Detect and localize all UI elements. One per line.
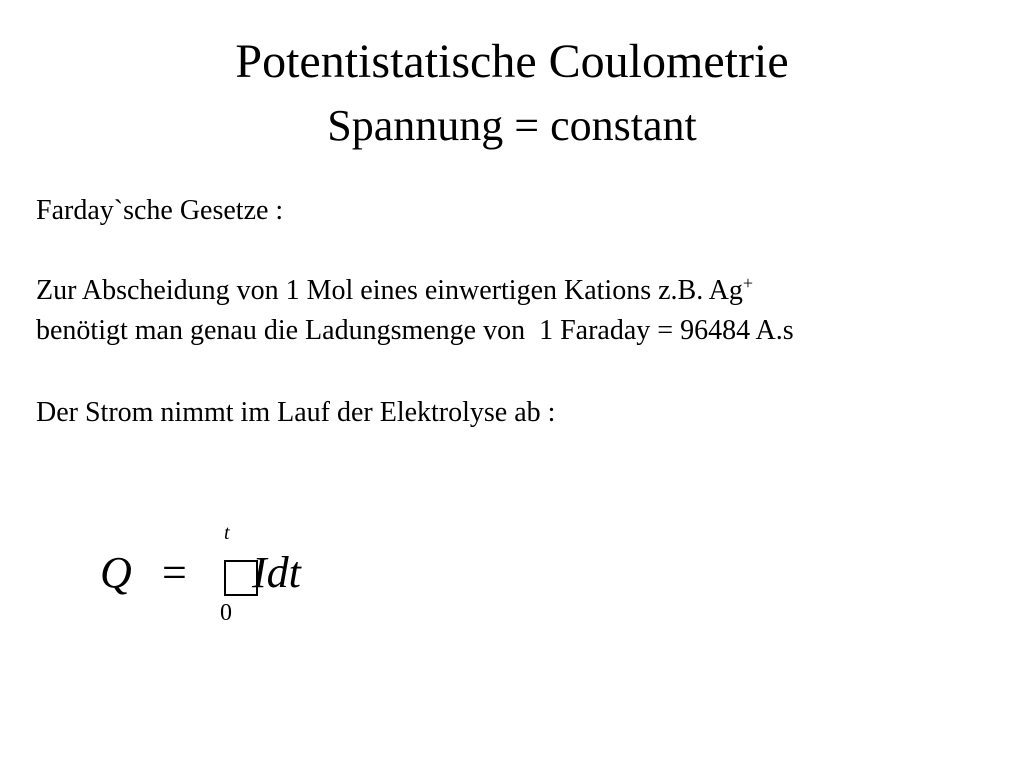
formula-lhs: Q — [100, 548, 132, 597]
body-line-2: benötigt man genau die Ladungsmenge von 1 Faraday = 96484 A.s — [36, 315, 794, 346]
integral-upper-limit: t — [224, 522, 230, 544]
slide-subtitle: Spannung = constant — [327, 101, 697, 150]
formula-equals: = — [162, 548, 187, 597]
integral-lower-limit: 0 — [220, 600, 232, 626]
section-heading: Farday`sche Gesetze : — [36, 195, 284, 226]
body-line-3: Der Strom nimmt im Lauf der Elektrolyse ab : — [36, 397, 556, 428]
slide-title: Potentistatische Coulometrie — [235, 35, 789, 88]
body-line-1 — [36, 272, 753, 310]
integral-symbol-icon — [224, 560, 258, 596]
body-line-1-text: Zur Abscheidung von 1 Mol eines einwertigen Kations z.B. Ag — [36, 275, 743, 306]
formula-integrand: Idt — [252, 548, 301, 597]
cation-charge-superscript: + — [742, 273, 754, 293]
